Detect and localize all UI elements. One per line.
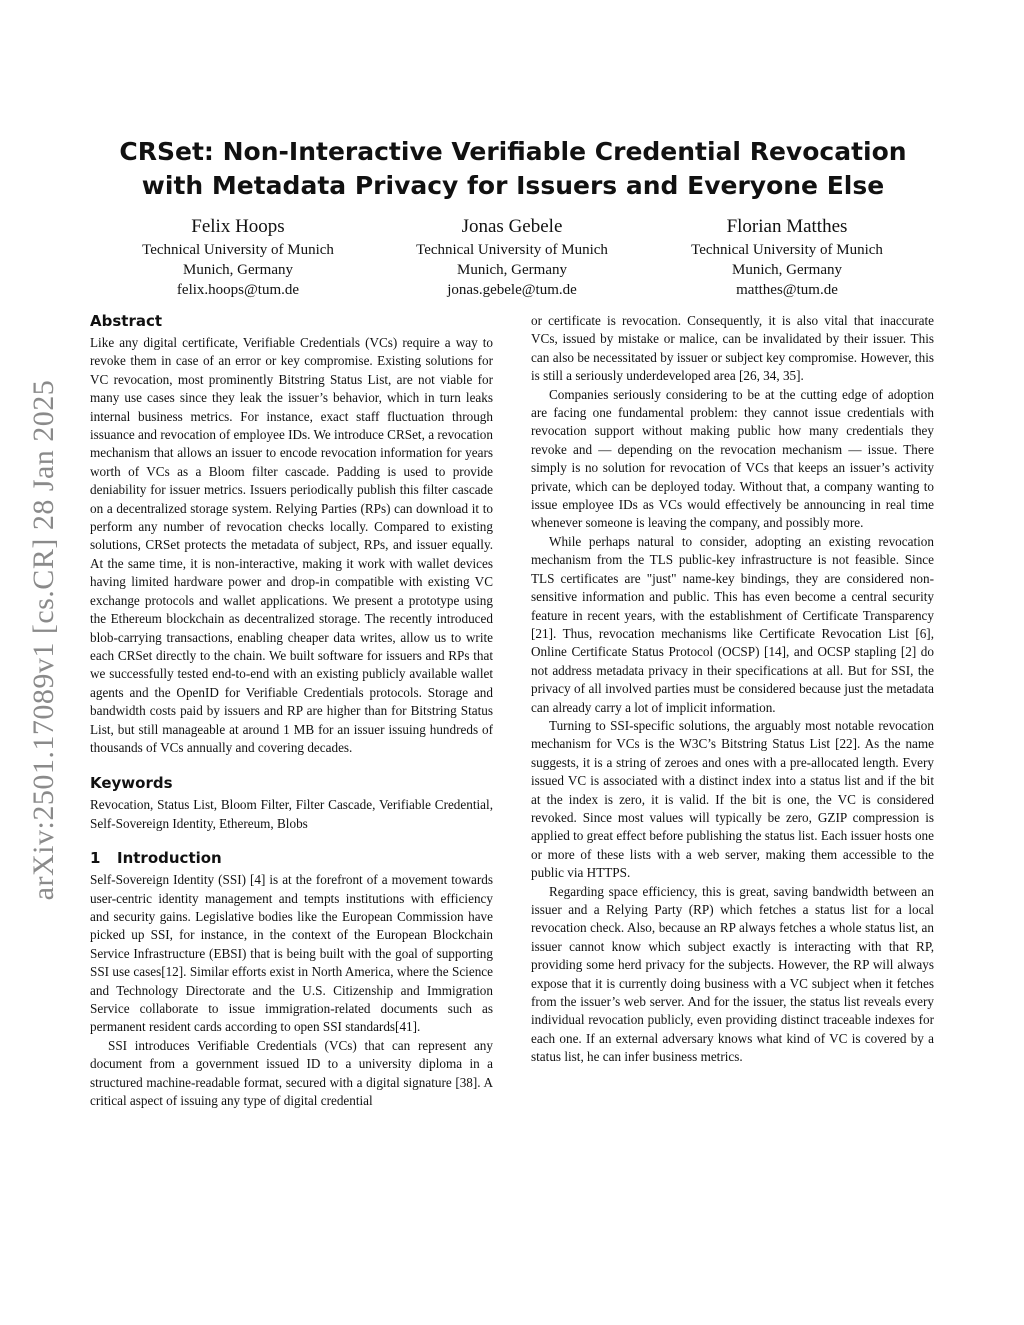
left-column: [90, 311, 493, 1110]
author-name: Florian Matthes: [726, 216, 848, 237]
author-name: Felix Hoops: [191, 216, 285, 237]
introduction-heading: [90, 848, 493, 868]
author-affiliation: Technical University of Munich: [416, 242, 608, 258]
keywords-text: Revocation, Status List, Bloom Filter, Filter Cascade, Verifiable Credential, Self-Sovereign Identity, Ethereum, Blobs: [90, 797, 493, 831]
author-affiliation: Technical University of Munich: [691, 242, 883, 258]
right-column: [531, 312, 934, 1067]
intro-paragraph: Companies seriously considering to be at the cutting edge of adoption are facing one fundamental problem: they cannot issue credentials with revocation support without making public how many credentials they revoke and — depending on the revocation mechanism — issue. There simply is no solution for revocation of VCs that keeps an issuer’s activity private, which can be deployed today. Without that, a company wanting to issue employee IDs as VCs would effectively be announcing in real time whenever someone is leaving the company, and possibly more.: [531, 386, 934, 531]
intro-paragraph: Turning to SSI-specific solutions, the arguably most notable revocation mechanism for VCs is the W3C’s Bitstring Status List [22]. As the name suggests, it is a string of zeroes and ones with a pre-allocated length. Every issued VC is associated with a distinct index into a status list and if the bit at the index is zero, it is valid. If the bit is one, the VC is considered revoked. Since most values will typically be zero, GZIP compression is applied to great effect before publishing the status list. Each issuer hosts one or more of these lists with a web server, making them accessible to the public via HTTPS.: [531, 717, 934, 881]
section-title: Introduction: [117, 849, 222, 868]
author-block-3: [637, 214, 937, 300]
author-location: Munich, Germany: [457, 262, 567, 278]
author-affiliation: Technical University of Munich: [142, 242, 334, 258]
author-email: felix.hoops@tum.de: [176, 282, 300, 298]
author-block-2: [362, 214, 662, 300]
keywords-heading: Keywords: [90, 774, 173, 793]
intro-paragraph: or certificate is revocation. Consequently, it is also vital that inaccurate VCs, issued by mistake or malice, can be invalidated by their issuer. This can also be necessitated by issuer or subject key compromise. However, this is still a seriously underdeveloped area [26, 34, 35].: [531, 313, 934, 384]
abstract-heading: Abstract: [90, 312, 163, 330]
author-name: Jonas Gebele: [461, 216, 563, 237]
intro-paragraph: Self-Sovereign Identity (SSI) [4] is at the forefront of a movement towards user-centric identity management and tempts institutions with efficiency and security gains. Legislative bodies like the European Commission have picked up SSI, for instance, in the context of the European Blockchain Service Infrastructure (EBSI) that is being built with the goal of supporting SSI use cases[12]. Similar efforts exist in North America, where the Science and Technology Directorate and the U.S. Citizenship and Immigration Service collaborate to issue immigration-related documents such as permanent resident cards according to open SSI standards[41].: [90, 872, 493, 1035]
intro-paragraph: While perhaps natural to consider, adopting an existing revocation mechanism from the TLS public-key infrastructure is not feasible. Since TLS certificates are "just" name-key bindings, they are considered non-sensitive information and public. This has even become a central security feature in recent years, with the establishment of Certificate Transparency [21]. Thus, revocation mechanisms like Certificate Revocation List [6], Online Certificate Status Protocol (OCSP) [14], and OCSP stapling [2] do not address metadata privacy in their specifications at all. But for SSI, the privacy of all involved parties must be considered because just the metadata can already carry a lot of implicit information.: [531, 533, 934, 715]
intro-paragraph: SSI introduces Verifiable Credentials (VCs) that can represent any document from a government issued ID to a university diploma in a structured machine-readable format, secured with a digital signature [38]. A critical aspect of issuing any type of digital credential: [90, 1037, 493, 1109]
author-location: Munich, Germany: [183, 262, 293, 278]
abstract-text: Like any digital certificate, Verifiable Credentials (VCs) require a way to revoke them in case of an error or key compromise. Existing solutions for VC revocation, most prominently Bitstring Status List, are not viable for many use cases since they leak the issuer’s behavior, which in turn leaks internal business metrics. For instance, exact staff fluctuation through issuance and revocation of employee IDs. We introduce CRSet, a revocation mechanism that allows an issuer to encode revocation information for years worth of VCs as a Bloom filter cascade. Padding is used to provide deniability for issuer metrics. Issuers periodically publish this filter cascade on a decentralized storage system. Relying Parties (RPs) can download it to perform any number of revocation checks locally. Compared to existing solutions, CRSet protects the metadata of subject, RPs, and issuer equally. At the same time, it is non-interactive, making it work with wallet devices having limited hardware power and drop-in compatible with existing VC exchange protocols and wallet applications. We present a prototype using the Ethereum blockchain as decentralized storage. The recently introduced blob-carrying transactions, enabling cheaper data writes, allow us to write each CRSet directly to the chain. We built software for issuers and RPs that we successfully tested end-to-end with an existing publicly available wallet agents and the OpenID for Verifiable Credentials protocols. Storage and bandwidth costs paid by issuers and RP are higher than for Bitstring Status List, but still manageable at around 1 MB for an issuer issuing hundreds of thousands of VCs annually and covering decades.: [90, 335, 493, 755]
author-email: jonas.gebele@tum.de: [447, 282, 577, 298]
author-block-1: [88, 214, 388, 300]
intro-paragraph: Regarding space efficiency, this is great, saving bandwidth between an issuer and a Relying Party (RP) which fetches a status list for a local revocation check. Also, because an RP always fetches a whole status list, an issuer cannot know which subject exactly is interacting with that RP, providing some herd privacy for the subjects. However, the RP will always expose that it is currently doing business with a VC subject when it fetches from the issuer’s web server. And for the issuer, the status list reveals every individual revocation publicly, even providing distinct traceable indexes for each one. If an external adversary knows what kind of VC is covered by a status list, he can infer business metrics.: [531, 883, 934, 1065]
paper-title: CRSet: Non-Interactive Verifiable Credential Revocation with Metadata Privacy for Issuers and Everyone Else: [119, 137, 907, 200]
author-location: Munich, Germany: [732, 262, 842, 278]
author-email: matthes@tum.de: [736, 282, 838, 298]
arxiv-identifier: arXiv:2501.17089v1 [cs.CR] 28 Jan 2025: [27, 379, 60, 901]
section-number: 1: [90, 849, 101, 868]
